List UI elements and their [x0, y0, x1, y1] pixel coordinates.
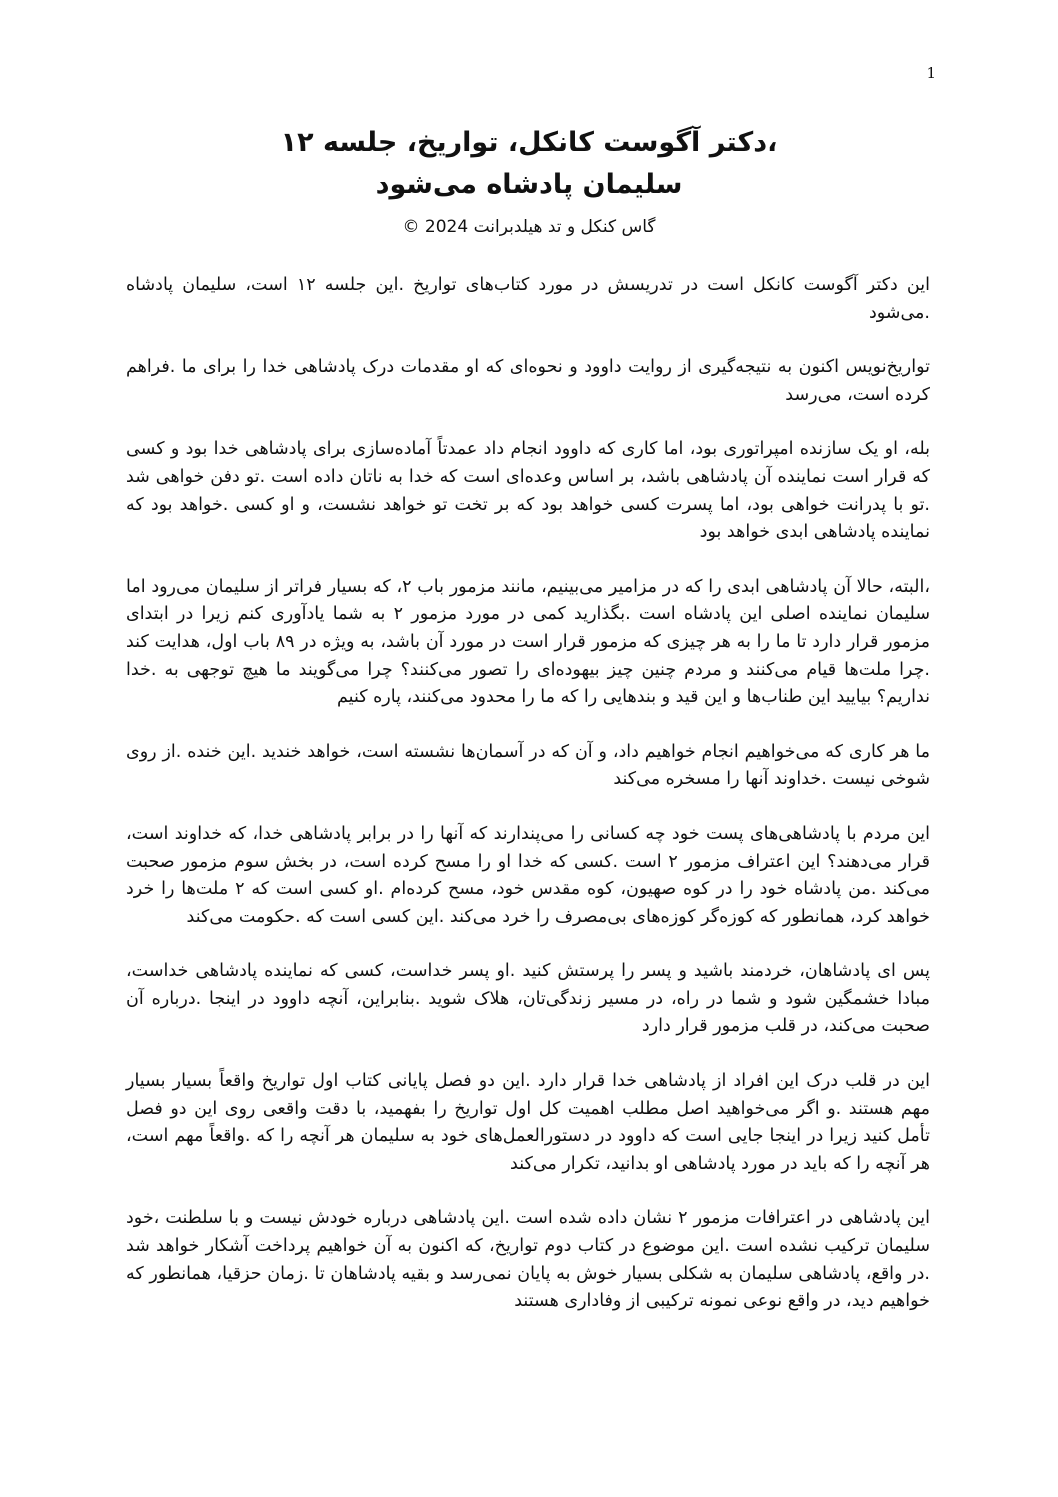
paragraph: ،البته، حالا آن پادشاهی ابدی را که در مزامیر می‌بینیم، مانند مزمور باب ۲، که بسیار فراتر از سلیمان می‌رود اما سلیمان نماینده اصلی این پادشاه است .بگذارید کمی در مورد مزمور ۲ به شما یادآوری کنم زیرا در ابتدای مزمور قرار دارد تا ما را به هر چیزی که مزمور قرار است در مورد آن باشد، به ویژه در ۸۹ باب اول، هدایت کند .چرا ملت‌ها قیام می‌کنند و مردم چنین چیز بیهوده‌ای را تصور می‌کنند؟ چرا می‌گویند ما هیچ توجهی به .خدا نداریم؟ بیایید این طناب‌ها و این قید و بندهایی را که ما را محدود می‌کنند، پاره کنیم — [126, 576, 931, 708]
title-line-1: ،دکتر آگوست کانکل، تواریخ، جلسه ۱۲ — [280, 127, 778, 158]
paragraph: این مردم با پادشاهی‌های پست خود چه کسانی را می‌پندارند که آنها را در برابر پادشاهی خدا، که خداوند است، قرار می‌دهند؟ این اعتراف مزمور ۲ است .کسی که خدا او را مسح کرده است، در بخش سوم مزمور صحبت می‌کند .من پادشاه خود را در کوه صهیون، کوه مقدس خود، مسح کرده‌ام .او کسی است که ۲ ملت‌ها را خرد خواهد کرد، همانطور که کوزه‌گر کوزه‌های بی‌مصرف را خرد می‌کند .این کسی است که .حکومت می‌کند — [126, 823, 931, 927]
paragraph: این پادشاهی در اعترافات مزمور ۲ نشان داده شده است .این پادشاهی درباره خودش نیست و با سلطنت ،خود سلیمان ترکیب نشده است .این موضوع در کتاب دوم تواریخ، که اکنون به آن خواهیم پرداخت آشکار خواهد شد .در واقع، پادشاهی سلیمان به شکلی بسیار خوش به پایان نمی‌رسد و بقیه پادشاهان تا .زمان حزقیا، همانطور که خواهیم دید، در واقع نوعی نمونه ترکیبی از وفاداری هستند — [126, 1208, 930, 1312]
paragraph: بله، او یک سازنده امپراتوری بود، اما کاری که داوود انجام داد عمدتاً آماده‌سازی برای پادشاهی خدا بود و کسی که قرار است نماینده آن پادشاهی باشد، بر اساس وعده‌ای است که خدا به ناتان داده است .تو دفن خواهی شد .تو با پدرانت خواهی بود، اما پسرت کسی خواهد بود که بر تخت تو خواهد نشست، و او کسی .خواهد بود که نماینده پادشاهی ابدی خواهد بود — [126, 439, 930, 543]
paragraph: این دکتر آگوست کانکل است در تدریسش در مورد کتاب‌های تواریخ .این جلسه ۱۲ است، سلیمان پادشاه .می‌شود — [126, 275, 930, 323]
paragraph: پس ای پادشاهان، خردمند باشید و پسر را پرستش کنید .او پسر خداست، کسی که نماینده پادشاهی خداست، مبادا خشمگین شود و شما در راه، در مسیر زندگی‌تان، هلاک شوید .بنابراین، آنچه داوود در اینجا .درباره آن صحبت می‌کند، در قلب مزمور قرار دارد — [126, 961, 930, 1037]
paragraph: این در قلب درک این افراد از پادشاهی خدا قرار دارد .این دو فصل پایانی کتاب اول تواریخ واقعاً بسیار بسیار مهم هستند .و اگر می‌خواهید اصل مطلب اهمیت کل اول تواریخ را بفهمید، با دقت واقعی روی این دو فصل تأمل کنید زیرا در اینجا جایی است که داوود در دستورالعمل‌های خود به سلیمان هر آنچه را که .واقعاً مهم است، هر آنچه را که باید در مورد پادشاهی او بدانید، تکرار می‌کند — [126, 1071, 930, 1174]
page-title — [100, 122, 958, 206]
document-body — [126, 272, 930, 1343]
title-line-2: سلیمان پادشاه می‌شود — [375, 169, 683, 200]
page-number: 1 — [926, 64, 936, 82]
paragraph: ما هر کاری که می‌خواهیم انجام خواهیم داد، و آن که در آسمان‌ها نشسته است، خواهد خندید .این خنده .از روی شوخی نیست .خداوند آنها را مسخره می‌کند — [126, 741, 930, 790]
paragraph: تواریخ‌نویس اکنون به نتیجه‌گیری از روایت داوود و نحوه‌ای که او مقدمات درک پادشاهی خدا را برای ما .فراهم کرده است، می‌رسد — [126, 357, 930, 405]
copyright-line: گاس کنکل و تد هیلدبرانت 2024 © — [402, 217, 656, 237]
